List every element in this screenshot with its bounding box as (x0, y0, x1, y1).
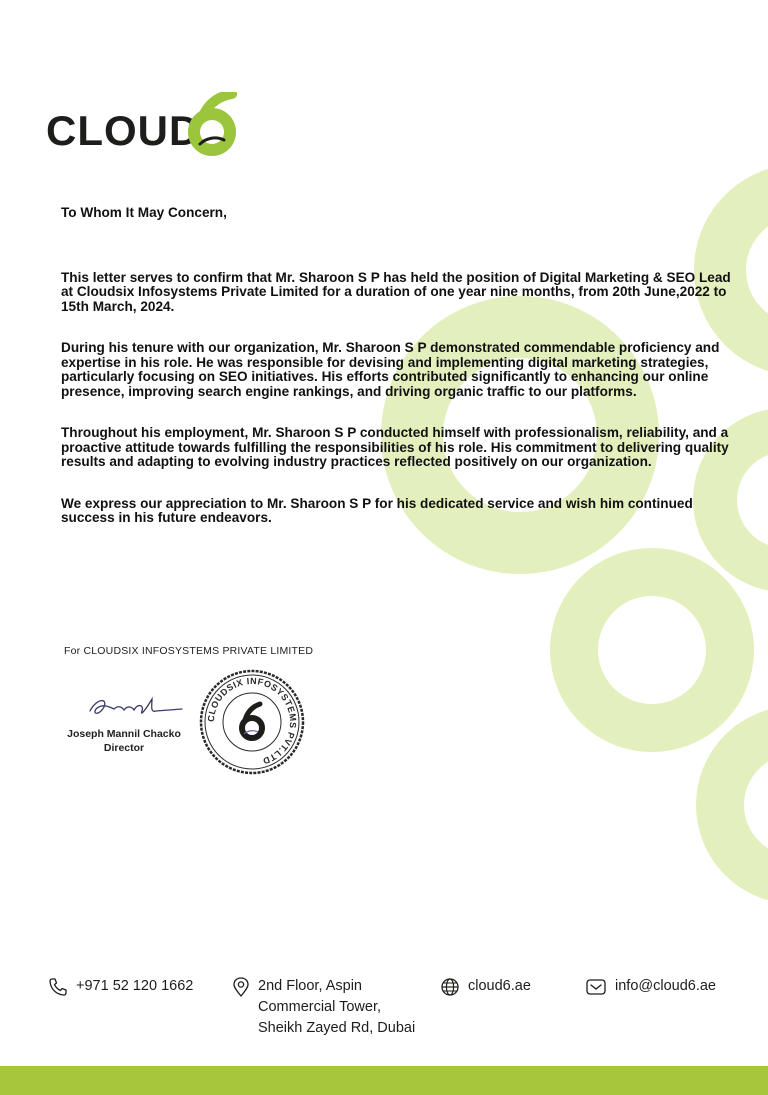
email-link[interactable]: info@cloud6.ae (615, 978, 716, 994)
footer-email (585, 976, 716, 997)
address-line-1: 2nd Floor, Aspin (258, 978, 362, 994)
footer-address (232, 976, 415, 1039)
company-logo (46, 92, 238, 158)
address-line-3: Sheikh Zayed Rd, Dubai (258, 1020, 416, 1036)
location-pin-icon (232, 977, 250, 997)
paragraph-conduct: Throughout his employment, Mr. Sharoon S P conducted himself with professionalism, reliability, and a proactive attitude towards fulfilling the responsibilities of his role. His commitment to delivering quality results and adapting to evolving industry practices reflected positively on our organization. (61, 425, 729, 469)
phone-icon (48, 977, 68, 997)
signer-details (64, 727, 184, 755)
paragraph-tenure: During his tenure with our organization, Mr. Sharoon S P demonstrated commendable proficiency and expertise in his role. He was responsible for devising and implementing digital marketing strategies, particularly focusing on SEO initiatives. His efforts contributed significantly to enhancing our online presence, improving search engine rankings, and driving organic traffic to our platforms. (61, 340, 720, 399)
ring-center (574, 572, 730, 728)
phone-number: +971 52 120 1662 (76, 978, 194, 994)
for-company-line: For CLOUDSIX INFOSYSTEMS PRIVATE LIMITED (64, 645, 314, 657)
signer-title: Director (103, 742, 145, 754)
website-link[interactable]: cloud6.ae (468, 978, 531, 994)
globe-icon (440, 977, 460, 997)
handwritten-signature (86, 685, 186, 725)
footer-accent-bar (0, 1066, 768, 1095)
footer-website (440, 976, 531, 997)
mail-icon (585, 977, 607, 997)
company-seal (198, 668, 306, 776)
paragraph-appreciation: We express our appreciation to Mr. Sharoon S P for his dedicated service and wish him continued success in his future endeavors. (61, 495, 693, 525)
footer-phone (48, 976, 193, 997)
address-line-2: Commercial Tower, (258, 999, 382, 1015)
signer-name: Joseph Mannil Chacko (67, 728, 181, 740)
letter-body (61, 206, 733, 553)
ring-lower-right (720, 730, 768, 880)
seal-ring-text: CLOUDSIX INFOSYSTEMS PVT.LTD (205, 675, 299, 767)
address-text (258, 976, 415, 1039)
logo-six-icon (186, 92, 242, 158)
logo-wordmark: CLOUD (46, 107, 201, 154)
paragraph-confirmation: This letter serves to confirm that Mr. Sharoon S P has held the position of Digital Marketing & SEO Lead at Cloudsix Infosystems Private Limited for a duration of one year nine months, from 20th June,2022 to 15th March, 2024. (61, 269, 731, 314)
salutation: To Whom It May Concern, (61, 205, 227, 220)
